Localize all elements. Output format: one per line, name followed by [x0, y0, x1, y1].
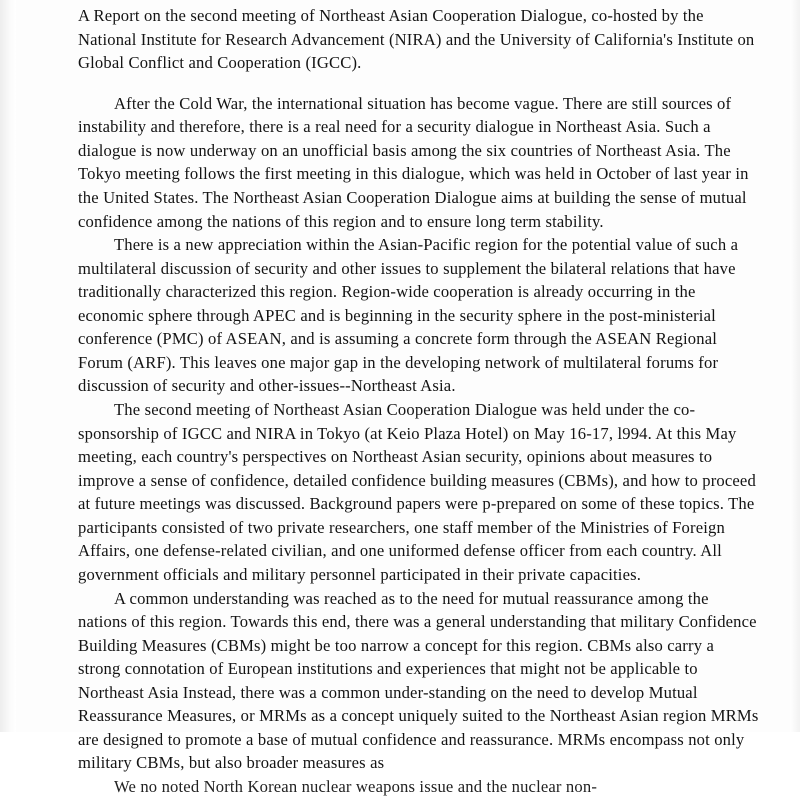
paragraph-page-cutoff: We no noted North Korean nuclear weapons issue and the nuclear non-	[114, 777, 598, 796]
document-text-body	[78, 4, 760, 796]
scan-edge-right	[790, 0, 800, 732]
paragraph-common-understanding: A common understanding was reached as to the need for mutual reassurance among the nations of this region. Towards this end, there was a general understanding that military Confidence Building Measures (CBMs) might be too narrow a concept for this region. CBMs also carry a strong connotation of European institutions and experiences that might not be applicable to Northeast Asia Instead, there was a common under-standing on the need to develop Mutual Reassurance Measures, or MRMs as a concept uniquely suited to the Northeast Asian region MRMs are designed to promote a base of mutual confidence and reassurance. MRMs encompass not only military CBMs, but also broader measures as	[78, 588, 759, 773]
paragraph-cold-war: After the Cold War, the international situation has become vague. There are still sources of instability and therefore, there is a real need for a security dialogue in Northeast Asia. Such a dialogue is now underway on an unofficial basis among the six countries of Northeast Asia. The Tokyo meeting follows the first meeting in this dialogue, which was held in October of last year in the United States. The Northeast Asian Cooperation Dialogue aims at building the sense of mutual confidence among the nations of this region and to ensure long term stability.	[78, 93, 749, 231]
scan-edge-left	[0, 0, 16, 732]
paragraph-new-appreciation: There is a new appreciation within the Asian-Pacific region for the potential value of such a multilateral discussion of security and other issues to supplement the bilateral relations that have traditionally characterized this region. Region-wide cooperation is already occurring in the economic sphere through APEC and is beginning in the security sphere in the post-ministerial conference (PMC) of ASEAN, and is assuming a concrete form through the ASEAN Regional Forum (ARF). This leaves one major gap in the developing network of multilateral forums for discussion of security and other-issues--Northeast Asia.	[78, 235, 739, 396]
paragraph-second-meeting: The second meeting of Northeast Asian Cooperation Dialogue was held under the co-sponsorship of IGCC and NIRA in Tokyo (at Keio Plaza Hotel) on May 16-17, l994. At this May meeting, each country's perspectives on Northeast Asian security, opinions about measures to improve a sense of confidence, detailed confidence building measures (CBMs), and how to proceed at future meetings was discussed. Background papers were p-prepared on some of these topics. The participants consisted of two private researchers, one staff member of the Ministries of Foreign Affairs, one defense-related civilian, and one uniformed defense officer from each country. All government officials and military personnel participated in their private capacities.	[78, 400, 756, 584]
report-header-note: A Report on the second meeting of Northeast Asian Cooperation Dialogue, co-hosted by the National Institute for Research Advancement (NIRA) and the University of California's Institute on Global Conflict and Cooperation (IGCC).	[78, 6, 755, 73]
